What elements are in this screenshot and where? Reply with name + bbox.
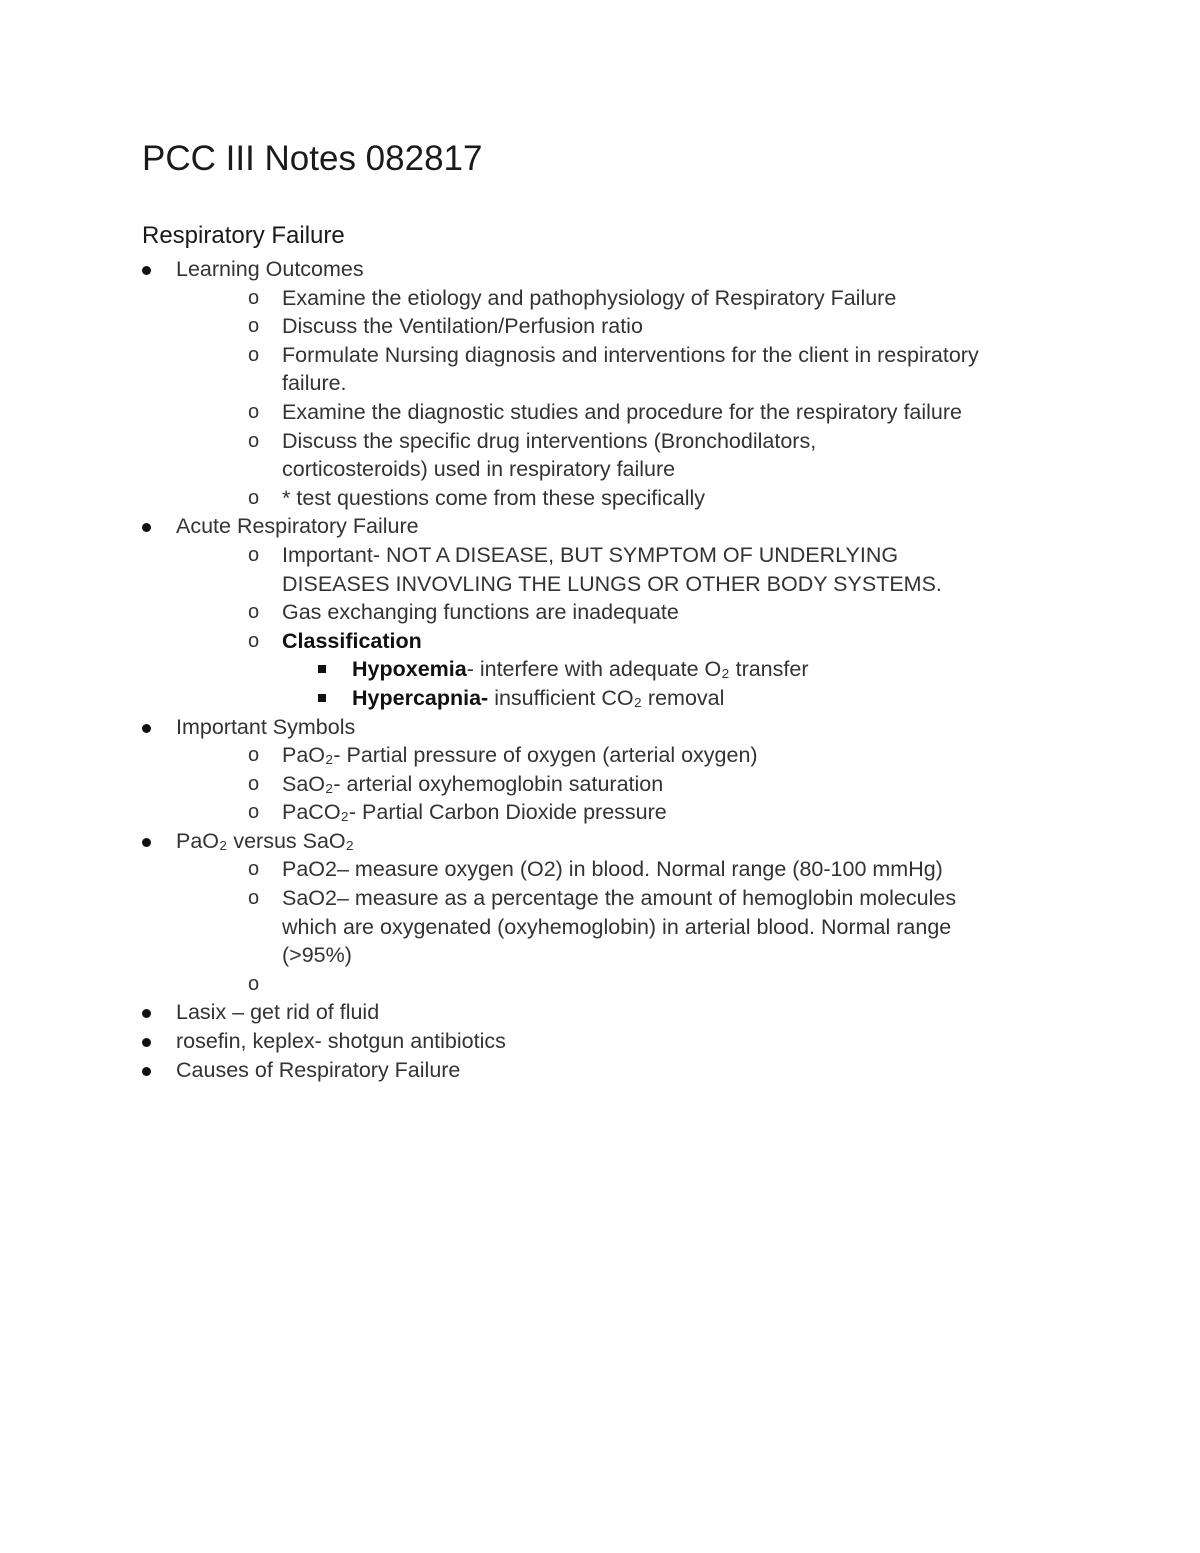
term-definition: - interfere with adequate O₂ transfer: [466, 657, 809, 682]
list-item-text: SaO2– measure as a percentage the amount of hemoglobin molecules: [282, 886, 957, 911]
list-item: [0, 884, 1072, 913]
list-item-text: Gas exchanging functions are inadequate: [282, 600, 679, 625]
circle-bullet-icon: o: [248, 543, 260, 566]
circle-bullet-icon: o: [248, 286, 260, 309]
list-item-text: failure.: [282, 371, 347, 396]
bullet-icon: [142, 838, 151, 847]
list-item: [0, 341, 1072, 370]
circle-bullet-icon: o: [248, 343, 260, 366]
list-item: [0, 741, 1072, 770]
list-item-continuation: [0, 369, 1072, 398]
square-bullet-icon: [318, 694, 326, 702]
bullet-icon: [142, 523, 151, 532]
list-item: [0, 312, 1072, 341]
list-item: [0, 798, 1072, 827]
list-item: [0, 284, 1072, 313]
list-item-text: Discuss the Ventilation/Perfusion ratio: [282, 314, 643, 339]
list-item: [0, 770, 1072, 799]
list-item-text: rosefin, keplex- shotgun antibiotics: [176, 1029, 506, 1054]
list-item-continuation: [0, 941, 1072, 970]
term-hypercapnia: Hypercapnia-: [352, 685, 489, 710]
list-item-text: Lasix – get rid of fluid: [176, 1000, 380, 1025]
list-item-text: DISEASES INVOVLING THE LUNGS OR OTHER BODY SYSTEMS.: [282, 571, 942, 596]
circle-bullet-icon: o: [248, 858, 260, 881]
list-item-text: which are oxygenated (oxyhemoglobin) in arterial blood. Normal range: [282, 914, 952, 939]
circle-bullet-icon: o: [248, 744, 260, 767]
list-item-text: Examine the diagnostic studies and procedure for the respiratory failure: [282, 399, 963, 424]
circle-bullet-icon: o: [248, 429, 260, 452]
section-heading: Respiratory Failure: [142, 222, 345, 249]
term-definition: insufficient CO₂ removal: [488, 685, 725, 710]
list-item-continuation: [0, 455, 1072, 484]
list-item: [0, 512, 1200, 541]
notes-list: [0, 255, 1200, 1084]
list-item: [0, 998, 1200, 1027]
circle-bullet-icon: o: [248, 887, 260, 910]
list-item-text: corticosteroids) used in respiratory failure: [282, 457, 676, 482]
bullet-icon: [142, 1009, 151, 1018]
circle-bullet-icon: o: [248, 972, 260, 995]
list-item: [0, 1056, 1200, 1085]
list-item-text: PaCO₂- Partial Carbon Dioxide pressure: [282, 800, 667, 825]
list-item-text: (>95%): [282, 943, 352, 968]
list-item: [0, 627, 1072, 656]
list-item: [0, 970, 1072, 999]
circle-bullet-icon: o: [248, 486, 260, 509]
list-item-text: PaO₂ versus SaO₂: [176, 828, 355, 853]
list-item-text: Discuss the specific drug interventions (Bronchodilators,: [282, 428, 817, 453]
list-item: [0, 827, 1200, 856]
list-item: [0, 713, 1200, 742]
list-item: [0, 1027, 1200, 1056]
list-item-text: SaO₂- arterial oxyhemoglobin saturation: [282, 771, 664, 796]
circle-bullet-icon: o: [248, 801, 260, 824]
list-item: [0, 427, 1072, 456]
list-item: [0, 541, 1072, 570]
circle-bullet-icon: o: [248, 629, 260, 652]
list-item-text: * test questions come from these specifically: [282, 485, 706, 510]
circle-bullet-icon: o: [248, 772, 260, 795]
list-item-text: Examine the etiology and pathophysiology of Respiratory Failure: [282, 285, 897, 310]
list-item: [0, 855, 1072, 884]
list-item: [0, 684, 1200, 713]
list-item-text: PaO₂- Partial pressure of oxygen (arterial oxygen): [282, 743, 758, 768]
list-item: [0, 255, 1200, 284]
list-item-text: Acute Respiratory Failure: [176, 514, 419, 539]
list-item-text: Learning Outcomes: [176, 257, 364, 281]
bullet-icon: [142, 266, 151, 275]
square-bullet-icon: [318, 665, 326, 673]
term-hypoxemia: Hypoxemia: [352, 657, 467, 682]
list-item: [0, 655, 1200, 684]
page-title: PCC III Notes 082817: [142, 139, 483, 178]
classification-label: Classification: [282, 628, 422, 653]
list-item: [0, 484, 1072, 513]
bullet-icon: [142, 1038, 151, 1047]
bullet-icon: [142, 724, 151, 733]
list-item-text: PaO2– measure oxygen (O2) in blood. Normal range (80-100 mmHg): [282, 857, 943, 882]
bullet-icon: [142, 1067, 151, 1076]
list-item-text: Causes of Respiratory Failure: [176, 1057, 461, 1082]
circle-bullet-icon: o: [248, 601, 260, 624]
list-item-continuation: [0, 913, 1072, 942]
list-item-text: [282, 972, 288, 996]
circle-bullet-icon: o: [248, 315, 260, 338]
list-item: [0, 598, 1072, 627]
list-item-text: Formulate Nursing diagnosis and interventions for the client in respiratory: [282, 342, 979, 367]
circle-bullet-icon: o: [248, 400, 260, 423]
list-item: [0, 398, 1072, 427]
list-item-text: Important- NOT A DISEASE, BUT SYMPTOM OF UNDERLYING: [282, 542, 899, 567]
list-item-text: Important Symbols: [176, 714, 356, 739]
list-item-continuation: [0, 570, 1072, 599]
